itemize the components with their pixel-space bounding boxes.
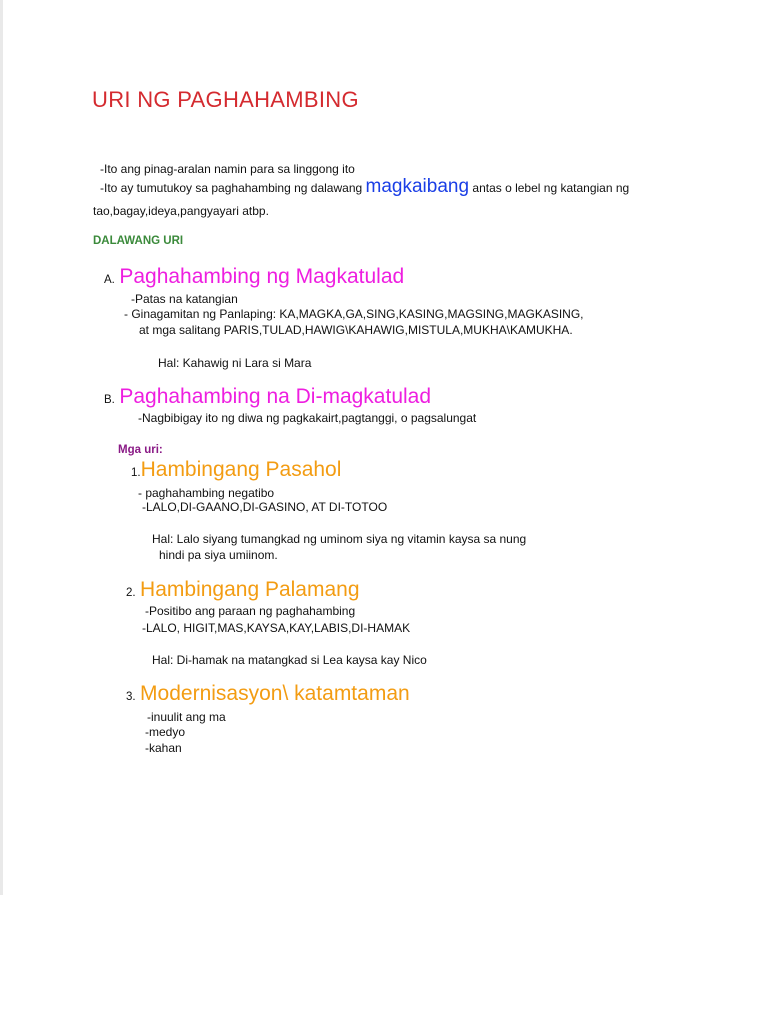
intro-line-3: tao,bagay,ideya,pangyayari atbp. bbox=[93, 204, 269, 218]
section-a-example: Hal: Kahawig ni Lara si Mara bbox=[158, 356, 312, 370]
section-a-heading: Paghahambing ng Magkatulad bbox=[119, 265, 405, 288]
page-edge bbox=[0, 0, 3, 895]
section-a-heading-row bbox=[104, 265, 404, 289]
item-2-line-2: -LALO, HIGIT,MAS,KAYSA,KAY,LABIS,DI-HAMAK bbox=[142, 621, 411, 635]
section-a-line-2: - Ginagamitan ng Panlaping: KA,MAGKA,GA,SING,KASING,MAGSING,MAGKASING, bbox=[124, 307, 584, 321]
item-3-heading: Modernisasyon\ katamtaman bbox=[140, 682, 410, 705]
item-1-line-1: - paghahambing negatibo bbox=[138, 486, 275, 500]
item-1-label: 1. bbox=[131, 467, 141, 479]
item-3-line-1: -inuulit ang ma bbox=[147, 710, 226, 724]
intro-line-1: -Ito ang pinag-aralan namin para sa linggong ito bbox=[100, 162, 355, 176]
item-2-heading-row bbox=[126, 578, 360, 602]
intro-line-2-pre: -Ito ay tumutukoy sa paghahambing ng dalawang bbox=[100, 181, 363, 195]
item-2-example: Hal: Di-hamak na matangkad si Lea kaysa kay Nico bbox=[152, 653, 427, 667]
intro-line-2-post: antas o lebel ng katangian ng bbox=[472, 181, 630, 195]
item-2-heading: Hambingang Palamang bbox=[140, 578, 360, 601]
intro-line-2 bbox=[100, 176, 630, 197]
item-1-heading: Hambingang Pasahol bbox=[140, 458, 342, 481]
section-b-label: B. bbox=[104, 394, 115, 406]
page-title: URI NG PAGHAHAMBING bbox=[92, 87, 359, 112]
item-3-label: 3. bbox=[126, 691, 136, 703]
item-2-line-1: -Positibo ang paraan ng paghahambing bbox=[145, 604, 356, 618]
item-3-line-2: -medyo bbox=[145, 725, 186, 739]
item-2-label: 2. bbox=[126, 587, 136, 599]
item-1-heading-row bbox=[131, 458, 341, 482]
section-b-heading: Paghahambing na Di-magkatulad bbox=[119, 385, 432, 408]
section-a-line-3: at mga salitang PARIS,TULAD,HAWIG\KAHAWIG,MISTULA,MUKHA\KAMUKHA. bbox=[139, 323, 573, 337]
section-heading: DALAWANG URI bbox=[93, 235, 184, 247]
item-3-line-3: -kahan bbox=[145, 741, 182, 755]
item-3-heading-row bbox=[126, 682, 410, 706]
mga-uri-heading: Mga uri: bbox=[118, 444, 163, 456]
item-1-line-2: -LALO,DI-GAANO,DI-GASINO, AT DI-TOTOO bbox=[142, 500, 388, 514]
section-a-line-1: -Patas na katangian bbox=[131, 292, 238, 306]
section-b-line-1: -Nagbibigay ito ng diwa ng pagkakairt,pagtanggi, o pagsalungat bbox=[138, 411, 477, 425]
section-a-label: A. bbox=[104, 274, 115, 286]
item-1-example-line-1: Hal: Lalo siyang tumangkad ng uminom siya ng vitamin kaysa sa nung bbox=[152, 532, 527, 546]
intro-emphasis-word: magkaibang bbox=[365, 176, 470, 197]
item-1-example-line-2: hindi pa siya umiinom. bbox=[159, 548, 278, 562]
section-b-heading-row bbox=[104, 385, 431, 409]
